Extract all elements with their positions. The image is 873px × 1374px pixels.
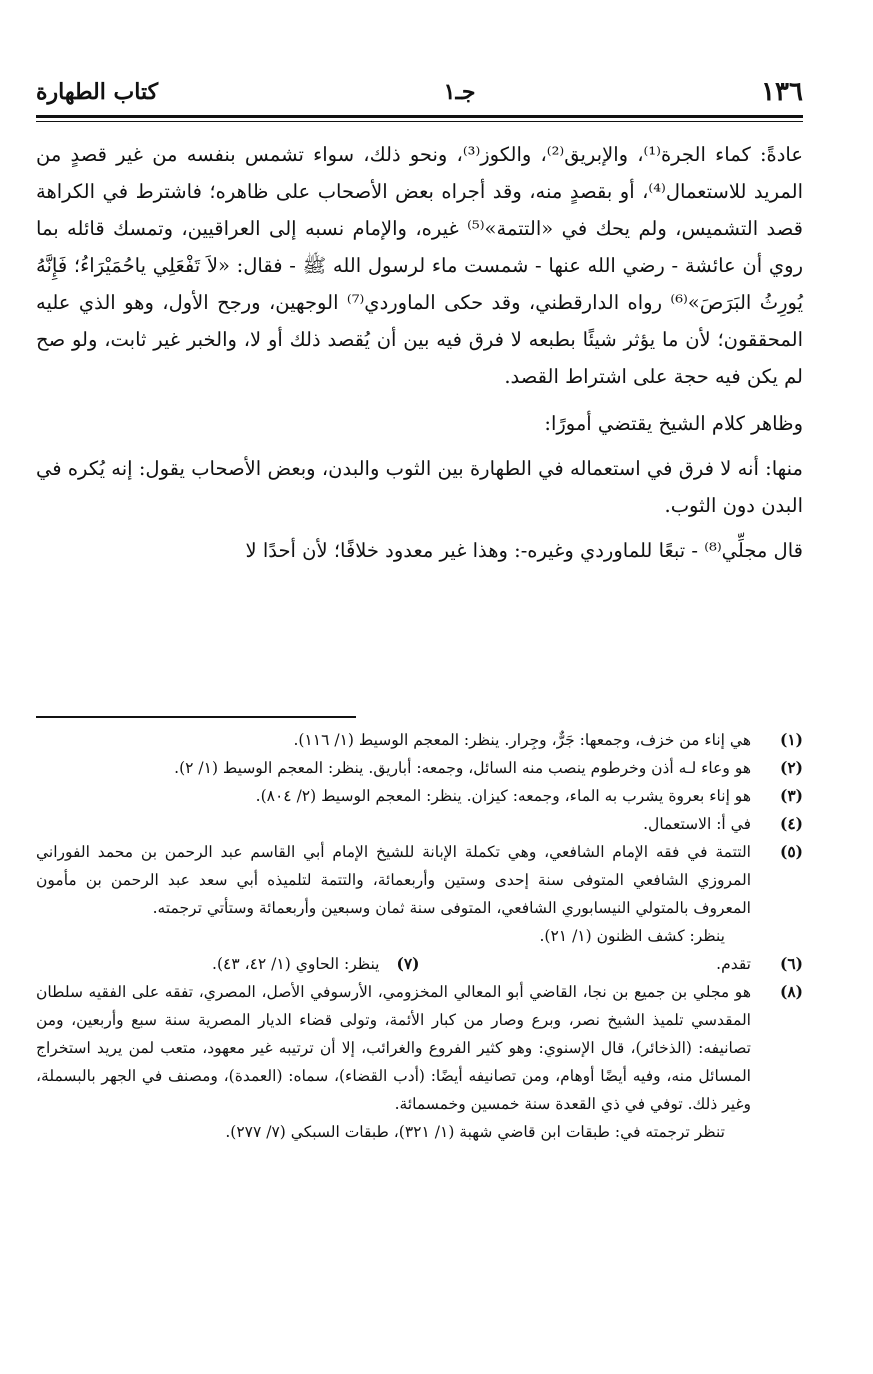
footnote-text: هي إناء من خزف، وجمعها: جَرٌّ، وجِرار. ينظر: المعجم الوسيط (١/ ١١٦). <box>293 731 751 749</box>
footnote-number: (٨) <box>779 982 803 1001</box>
footnote-3 <box>36 782 803 810</box>
footnote-6 <box>420 950 804 978</box>
footnote-number: (٧) <box>396 954 420 973</box>
footnote-text: هو وعاء لـه أذن وخرطوم ينصب منه السائل، وجمعه: أباريق. ينظر: المعجم الوسيط (١/ ٢). <box>174 759 751 777</box>
footnote-text: هو مجلي بن جميع بن نجا، القاضي أبو المعالي المخزومي، الأرسوفي الأصل، المصري، تفقه على الفقيه سلطان المقدسي تلميذ الشيخ نصر، وبرع وصار من كبار الأئمة، وتولى قضاء الديار المصرية سنة سبع وأربعين، ومن تصانيفه: (الذخائر)، قال الإسنوي: وهو كثير الفروع والغرائب، إلا أن ترتيبه غير معهود، متعب لمن يريد استخراج المسائل منه، وفيه أيضًا أوهام، ومن تصانيفه أيضًا: (أدب القضاء)، سماه: (العمدة)، ومصنف في الجهر بالبسملة، وغير ذلك. توفي في ذي القعدة سنة خمسين وخمسمائة. <box>36 983 751 1113</box>
footnote-number: (١) <box>779 730 803 749</box>
footnote-7 <box>36 950 420 978</box>
footnote-number: (٦) <box>779 954 803 973</box>
paragraph: وظاهر كلام الشيخ يقتضي أمورًا: <box>544 412 803 435</box>
paragraph: منها: أنه لا فرق في استعماله في الطهارة بين الثوب والبدن، وبعض الأصحاب يقول: إنه يُكره في البدن دون الثوب. <box>36 457 803 517</box>
running-header <box>36 70 803 114</box>
footnote-reference: ينظر: كشف الظنون (١/ ٢١). <box>539 927 725 945</box>
footnote-reference: تنظر ترجمته في: طبقات ابن قاضي شهبة (١/ ٣٢١)، طبقات السبكي (٧/ ٢٧٧). <box>225 1123 725 1141</box>
footnote-4 <box>36 810 803 838</box>
footnote-6-7-row <box>36 950 803 978</box>
footnote-number: (٣) <box>779 786 803 805</box>
main-text <box>36 136 803 577</box>
footnote-body <box>36 838 751 950</box>
footnotes <box>36 726 803 1146</box>
footnote-1 <box>36 726 803 754</box>
book-section-title: كتاب الطهارة <box>36 79 159 105</box>
footnote-number: (٢) <box>779 758 803 777</box>
footnote-text: تقدم. <box>716 955 751 973</box>
footnote-8 <box>36 978 803 1146</box>
paragraph: عادةً: كماء الجرة⁽¹⁾، والإبريق⁽²⁾، والكوز⁽³⁾، ونحو ذلك، سواء تشمس بنفسه من غير قصدٍ من المريد للاستعمال⁽⁴⁾، أو بقصدٍ منه، وقد أجراه بعض الأصحاب على ظاهره؛ فاشترط في الكراهة قصد التشميس، ولم يحك في «التتمة»⁽⁵⁾ غيره، والإمام نسبه إلى العراقيين، وتمسك قائله بما روي أن عائشة - رضي الله عنها - شمست ماء لرسول الله ﷺ - فقال: «لاَ تَفْعَلِي ياحُمَيْرَاءُ؛ فَإِنَّهُ يُورِثُ البَرَصَ»⁽⁶⁾ رواه الدارقطني، وقد حكى الماوردي⁽⁷⁾ الوجهين، ورجح الأول، وهو الذي عليه المحققون؛ لأن ما يؤثر شيئًا بطبعه لا فرق فيه بين أن يُقصد ذلك أو لا، والخبر غير ثابت، ولو صح لم يكن فيه حجة على اشتراط القصد. <box>36 143 804 388</box>
footnote-number: (٤) <box>779 814 803 833</box>
footnote-5 <box>36 838 803 950</box>
footnote-2 <box>36 754 803 782</box>
header-rule-thick <box>36 115 803 118</box>
volume-label: جـ١ <box>443 79 476 105</box>
page-number: ١٣٦ <box>761 77 803 107</box>
footnote-separator <box>36 716 356 718</box>
header-rule-thin <box>36 121 803 122</box>
book-page <box>36 0 803 1374</box>
paragraph: قال مجلِّي⁽⁸⁾ - تبعًا للماوردي وغيره-: وهذا غير معدود خلافًا؛ لأن أحدًا لا <box>245 539 803 562</box>
footnote-body <box>36 978 751 1146</box>
footnote-text: هو إناء بعروة يشرب به الماء، وجمعه: كيزان. ينظر: المعجم الوسيط (٢/ ٨٠٤). <box>255 787 751 805</box>
footnote-number: (٥) <box>779 842 803 861</box>
footnote-text: في أ: الاستعمال. <box>643 815 751 833</box>
footnote-text: التتمة في فقه الإمام الشافعي، وهي تكملة الإبانة للشيخ الإمام أبي القاسم عبد الرحمن بن محمد الفوراني المروزي الشافعي المتوفى سنة إحدى وستين وأربعمائة، والتتمة لتلميذه أبي سعد عبد الرحمن بن مأمون المعروف بالمتولي النيسابوري الشافعي، المتوفى سنة ثمان وسبعين وأربعمائة وستأتي ترجمته. <box>36 843 751 917</box>
footnote-text: ينظر: الحاوي (١/ ٤٢، ٤٣). <box>212 955 380 973</box>
